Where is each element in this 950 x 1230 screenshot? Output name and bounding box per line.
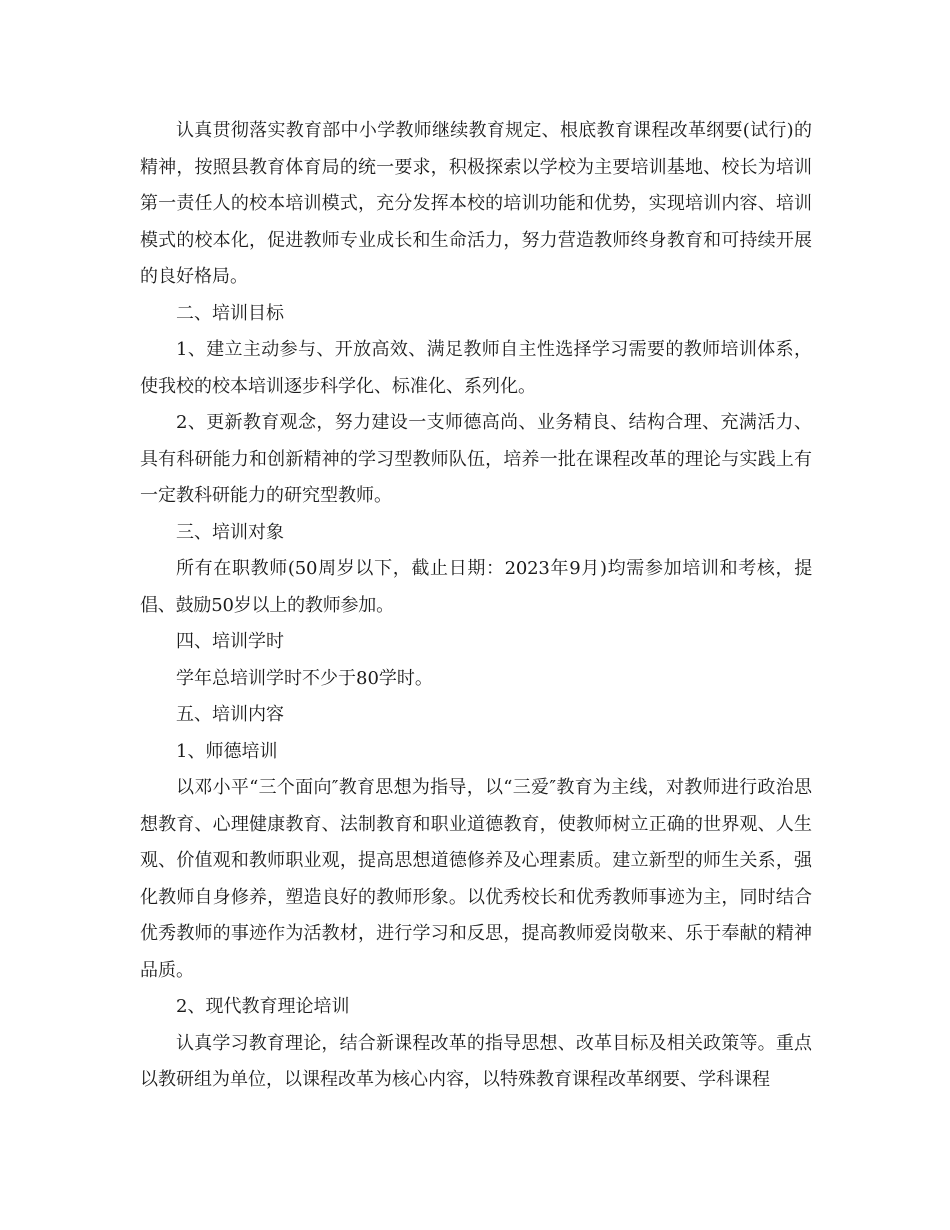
document-body [140, 113, 812, 1099]
section-heading-goals: 二、培训目标 [176, 302, 284, 324]
ethics-training-paragraph: 以邓小平“三个面向″教育思想为指导，以“三爱″教育为主线，对教师进行政治思想教育、心理健康教育、法制教育和职业道德教育，使教师树立正确的世界观、人生观、价值观和教师职业观，提高思想道德修养及心理素质。建立新型的师生关系，强化教师自身修养，塑造良好的教师形象。以优秀校长和优秀教师事迹为主，同时结合优秀教师的事迹作为活教材，进行学习和反思，提高教师爱岗敬来、乐于奉献的精神品质。 [140, 777, 812, 981]
theory-training-paragraph: 认真学习教育理论，结合新课程改革的指导思想、改革目标及相关政策等。重点以教研组为单位，以课程改革为核心内容，以特殊教育课程改革纲要、学科课程 [140, 1032, 812, 1090]
subheading-ethics-training: 1、师德培训 [176, 740, 278, 762]
section-heading-audience: 三、培训对象 [176, 521, 284, 543]
intro-paragraph: 认真贯彻落实教育部中小学教师继续教育规定、根底教育课程改革纲要(试行)的精神，按照县教育体育局的统一要求，积极探索以学校为主要培训基地、校长为培训第一责任人的校本培训模式，充分发挥本校的培训功能和优势，实现培训内容、培训模式的校本化，促进教师专业成长和生命活力，努力营造教师终身教育和可持续开展的良好格局。 [140, 120, 812, 287]
section-heading-hours: 四、培训学时 [176, 631, 284, 652]
hours-paragraph: 学年总培训学时不少于80学时。 [176, 667, 433, 689]
subheading-theory-training: 2、现代教育理论培训 [176, 996, 350, 1017]
goal-item-1: 1、建立主动参与、开放高效、满足教师自主性选择学习需要的教师培训体系，使我校的校本培训逐步科学化、标准化、系列化。 [140, 339, 812, 397]
section-heading-content: 五、培训内容 [176, 704, 284, 725]
goal-item-2: 2、更新教育观念，努力建设一支师德高尚、业务精良、结构合理、充满活力、具有科研能力和创新精神的学习型教师队伍，培养一批在课程改革的理论与实践上有一定教科研能力的研究型教师。 [140, 412, 812, 506]
audience-paragraph: 所有在职教师(50周岁以下，截止日期：2023年9月)均需参加培训和考核，提倡、鼓励50岁以上的教师参加。 [140, 558, 812, 616]
